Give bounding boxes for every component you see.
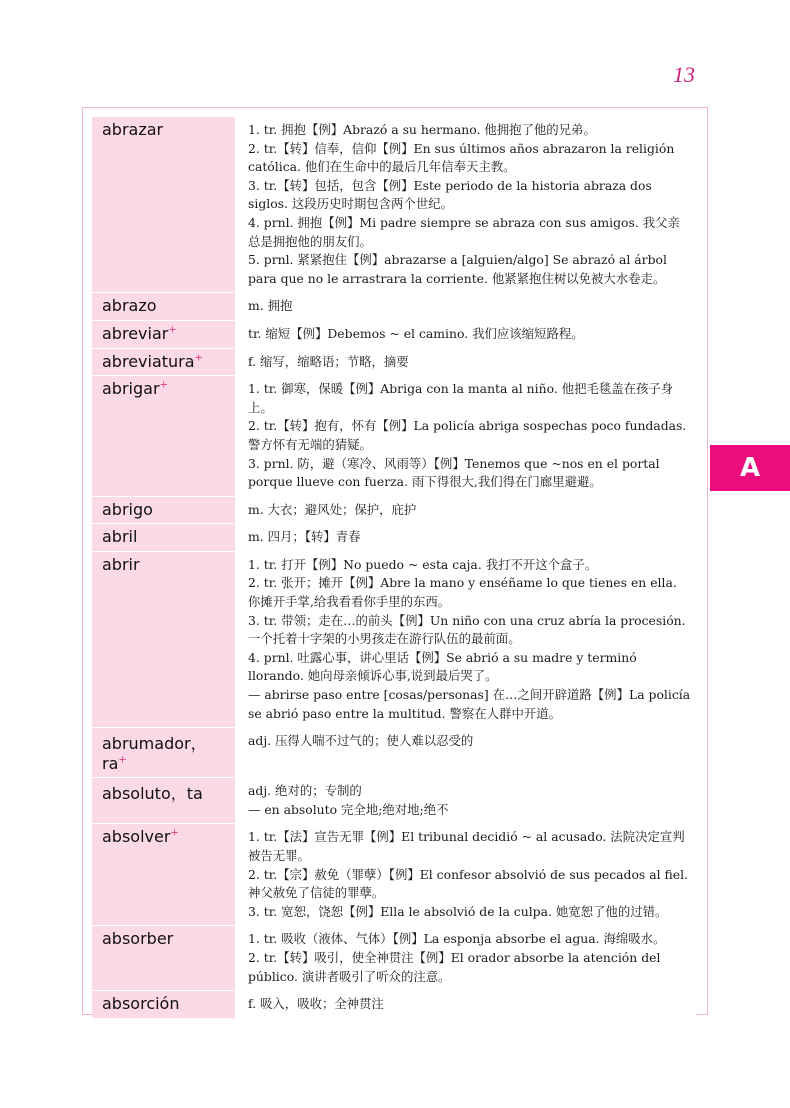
definition: [235, 991, 696, 1018]
headword-text: abreviatura: [102, 351, 195, 371]
headword-superscript: +: [194, 352, 203, 364]
headword-text: abril: [102, 527, 138, 547]
sense-text: 1. tr. 御寒，保暖【例】Abriga con la manta al niño. 他把毛毯盖在孩子身上。: [248, 381, 674, 415]
sense-text: 2. tr.【转】吸引，使全神贯注【例】El orador absorbe la atención del público. 演讲者吸引了听众的注意。: [248, 949, 661, 984]
headword-text: abrumador，ra: [102, 734, 207, 774]
sense-text: 4. prnl. 拥抱【例】Mi padre siempre se abraza con sus amigos. 我父亲总是拥抱他的朋友们。: [248, 214, 680, 249]
sense-text: 3. tr. 带领；走在…的前头【例】Un niño con una cruz abría la procesión. 一个托着十字架的小男孩走在游行队伍的最前面。: [248, 612, 686, 647]
headword: [92, 524, 235, 551]
sense-text: 3. prnl. 防，避（寒冷、风雨等）【例】Tenemos que ~nos en el portal porque llueve con fuerza. 雨下得很大,我们得在门廊里避避。: [248, 455, 660, 490]
headword: [92, 117, 235, 292]
headword-superscript: +: [170, 828, 179, 840]
entry-row: [92, 524, 696, 552]
definition: [235, 524, 696, 551]
sense-text: 2. tr. 张开；摊开【例】Abre la mano y enséñame lo que tienes en ella. 你摊开手掌,给我看看你手里的东西。: [248, 575, 677, 610]
definition: [235, 349, 696, 376]
headword-text: abrir: [102, 554, 140, 574]
headword: [92, 824, 235, 925]
sense-text: 1. tr. 吸收（液体、气体）【例】La esponja absorbe el agua. 海绵吸水。: [248, 931, 666, 947]
sense-text: 2. tr.【转】信奉，信仰【例】En sus últimos años abrazaron la religión católica. 他们在生命中的最后几年信奉天主教。: [248, 140, 675, 175]
sense-text: 4. prnl. 吐露心事，讲心里话【例】Se abrió a su madre y terminó llorando. 她向母亲倾诉心事,说到最后哭了。: [248, 649, 637, 684]
definition: [235, 497, 696, 524]
definition: [235, 552, 696, 727]
headword-text: abrigo: [102, 499, 153, 519]
sense-text: m. 拥抱: [248, 298, 293, 314]
sense-text: 2. tr.【转】抱有，怀有【例】La policía abriga sospechas poco fundadas. 警方怀有无端的猜疑。: [248, 418, 687, 452]
sense-text: f. 吸入，吸收；全神贯注: [248, 996, 384, 1012]
page-number: 13: [673, 62, 695, 87]
entry-row: [92, 991, 696, 1019]
entry-row: [92, 117, 696, 293]
sense-text: 3. tr. 宽恕，饶恕【例】Ella le absolvió de la culpa. 她宽恕了他的过错。: [248, 903, 668, 919]
definition: [235, 926, 696, 990]
headword: [92, 778, 235, 823]
definition: [235, 376, 696, 496]
headword-superscript: +: [118, 754, 127, 766]
definition: [235, 778, 696, 823]
sense-text: — abrirse paso entre [cosas/personas] 在…之间开辟道路【例】La policía se abrió paso entre la multitud. 警察在人群中开道。: [248, 687, 691, 721]
sense-text: 2. tr.【宗】赦免（罪孽）【例】El confesor absolvió de sus pecados al fiel. 神父赦免了信徒的罪孽。: [248, 866, 689, 901]
headword-text: abreviar: [102, 323, 169, 343]
definition: [235, 321, 696, 348]
headword-text: absolver: [102, 827, 171, 847]
headword-text: absoluto，ta: [102, 784, 203, 804]
headword-superscript: +: [159, 379, 168, 391]
headword: [92, 293, 235, 320]
headword: [92, 991, 235, 1018]
sense-text: 1. tr. 打开【例】No puedo ~ esta caja. 我打不开这个盒子。: [248, 556, 598, 572]
headword: [92, 728, 235, 777]
entry-row: [92, 497, 696, 525]
entry-row: [92, 293, 696, 321]
entry-row: [92, 824, 696, 926]
headword-text: abrigar: [102, 379, 160, 399]
headword: [92, 376, 235, 496]
entry-row: [92, 349, 696, 377]
section-tab-letter[interactable]: A: [710, 445, 790, 491]
entry-row: [92, 778, 696, 824]
entry-row: [92, 552, 696, 728]
headword: [92, 321, 235, 348]
sense-text: — en absoluto 完全地;绝对地;绝不: [248, 801, 449, 817]
sense-text: 3. tr.【转】包括，包含【例】Este periodo de la historia abraza dos siglos. 这段历史时期包含两个世纪。: [248, 177, 652, 212]
headword-text: absorción: [102, 994, 180, 1014]
definition: [235, 293, 696, 320]
headword: [92, 497, 235, 524]
definition: [235, 728, 696, 777]
headword-text: absorber: [102, 929, 174, 949]
sense-text: f. 缩写，缩略语；节略，摘要: [248, 353, 409, 369]
headword: [92, 552, 235, 727]
entry-row: [92, 321, 696, 349]
entry-row: [92, 926, 696, 991]
headword-text: abrazar: [102, 120, 164, 139]
entry-row: [92, 376, 696, 497]
entry-row: [92, 728, 696, 778]
sense-text: tr. 缩短【例】Debemos ~ el camino. 我们应该缩短路程。: [248, 325, 584, 341]
sense-text: adj. 绝对的；专制的: [248, 783, 362, 799]
sense-text: m. 四月；【转】青春: [248, 529, 361, 545]
headword-superscript: +: [168, 324, 177, 336]
sense-text: 1. tr. 拥抱【例】Abrazó a su hermano. 他拥抱了他的兄弟。: [248, 122, 596, 137]
headword: [92, 926, 235, 990]
definition: [235, 117, 696, 292]
headword: [92, 349, 235, 376]
dictionary-table: [92, 117, 696, 1019]
sense-text: 1. tr.【法】宣告无罪【例】El tribunal decidió ~ al acusado. 法院决定宣判被告无罪。: [248, 829, 685, 863]
definition: [235, 824, 696, 925]
headword-text: abrazo: [102, 296, 157, 316]
sense-text: adj. 压得人喘不过气的；使人难以忍受的: [248, 733, 474, 749]
sense-text: m. 大衣；避风处；保护，庇护: [248, 501, 417, 517]
sense-text: 5. prnl. 紧紧抱住【例】abrazarse a [alguien/algo] Se abrazó al árbol para que no le arrastrara la corriente. 他紧紧抱住树以免被大水卷走。: [248, 252, 667, 286]
